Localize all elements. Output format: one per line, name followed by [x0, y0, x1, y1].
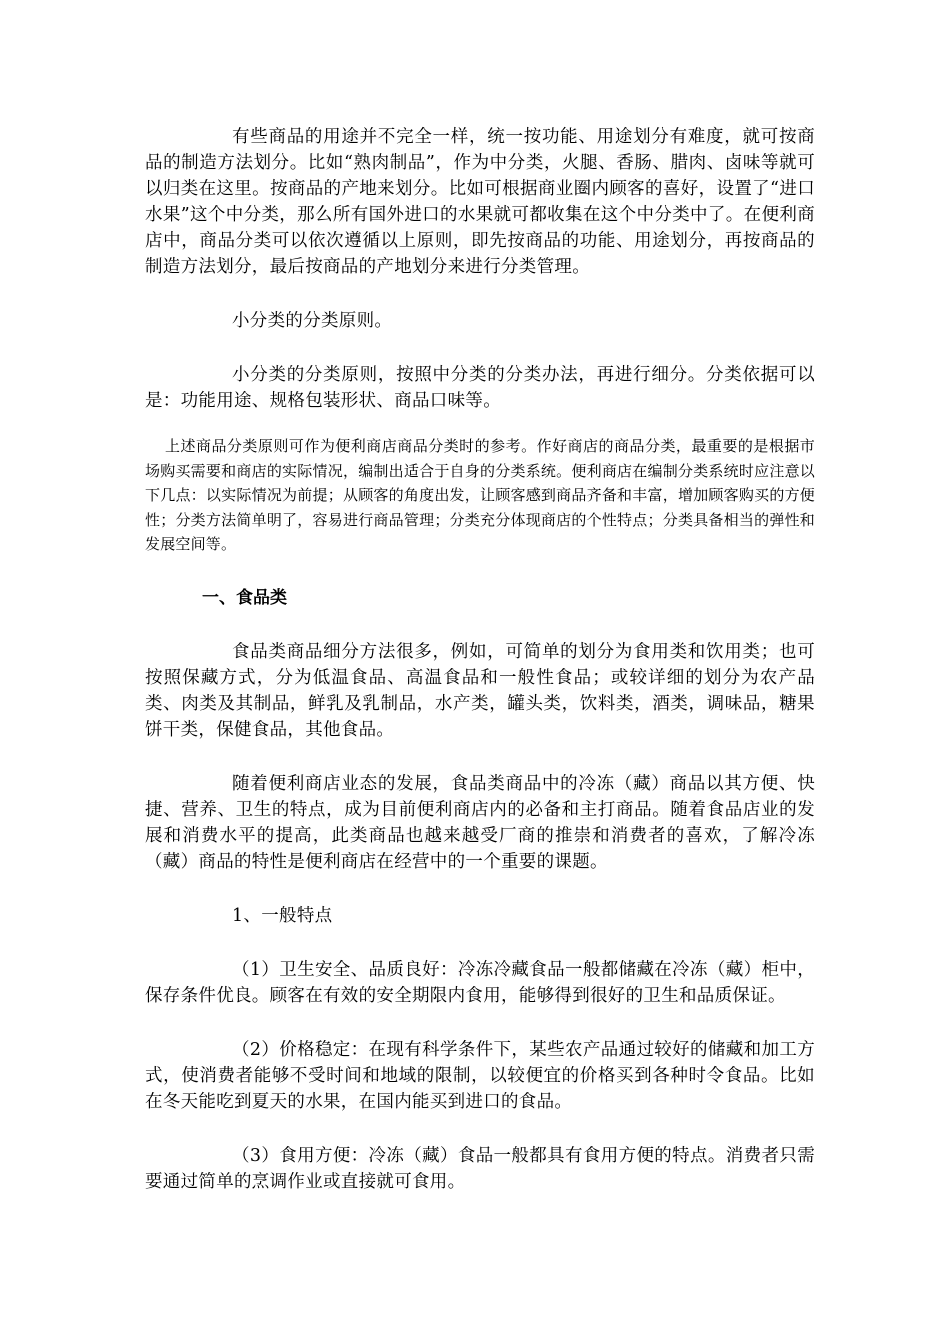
- paragraph-frozen-goods: 随着便利商店业态的发展，食品类商品中的冷冻（藏）商品以其方便、快捷、营养、卫生的特点，成为目前便利商店内的必备和主打商品。随着食品店业的发展和消费水平的提高，此类商品也越来越受厂商的推崇和消费者的喜欢，了解冷冻（藏）商品的特性是便利商店在经营中的一个重要的课题。: [145, 773, 815, 872]
- paragraph-subcategory-title: 小分类的分类原则。: [232, 311, 393, 331]
- paragraph-feature-2: （2）价格稳定：在现有科学条件下，某些农产品通过较好的储藏和加工方式，使消费者能够不受时间和地域的限制，以较便宜的价格买到各种时令食品。比如在冬天能吃到夏天的水果，在国内能买到进口的食品。: [145, 1039, 815, 1112]
- paragraph-feature-1: （1）卫生安全、品质良好：冷冻冷藏食品一般都储藏在冷冻（藏）柜中，保存条件优良。顾客在有效的安全期限内食用，能够得到很好的卫生和品质保证。: [145, 959, 815, 1006]
- paragraph-classification-methods: 有些商品的用途并不完全一样，统一按功能、用途划分有难度，就可按商品的制造方法划分。比如“熟肉制品”，作为中分类，火腿、香肠、腊肉、卤味等就可以归类在这里。按商品的产地来划分。比如可根据商业圈内顾客的喜好，设置了“进口水果”这个中分类，那么所有国外进口的水果就可都收集在这个中分类中了。在便利商店中，商品分类可以依次遵循以上原则，即先按商品的功能、用途划分，再按商品的制造方法划分，最后按商品的产地划分来进行分类管理。: [145, 127, 815, 277]
- paragraph-feature-3: （3）食用方便：冷冻（藏）食品一般都具有食用方便的特点。消费者只需要通过简单的烹调作业或直接就可食用。: [145, 1145, 815, 1192]
- document-page: [145, 124, 815, 1195]
- paragraph-subcategory-principle: 小分类的分类原则，按照中分类的分类办法，再进行细分。分类依据可以是：功能用途、规格包装形状、商品口味等。: [145, 365, 815, 411]
- paragraph-general-features-title: 1、一般特点: [232, 905, 333, 926]
- section-heading-food: 一、食品类: [202, 587, 287, 608]
- paragraph-food-subdivision: 食品类商品细分方法很多，例如，可简单的划分为食用类和饮用类；也可按照保藏方式，分为低温食品、高温食品和一般性食品；或较详细的划分为农产品类、肉类及其制品，鲜乳及乳制品，水产类，罐头类，饮料类，酒类，调味品，糖果饼干类，保健食品，其他食品。: [145, 641, 815, 740]
- paragraph-classification-notes: 上述商品分类原则可作为便利商店商品分类时的参考。作好商店的商品分类，最重要的是根据市场购买需要和商店的实际情况，编制出适合于自身的分类系统。便利商店在编制分类系统时应注意以下几点：以实际情况为前提；从顾客的角度出发，让顾客感到商品齐备和丰富，增加顾客购买的方便性；分类方法简单明了，容易进行商品管理；分类充分体现商店的个性特点；分类具备相当的弹性和发展空间等。: [145, 437, 815, 553]
